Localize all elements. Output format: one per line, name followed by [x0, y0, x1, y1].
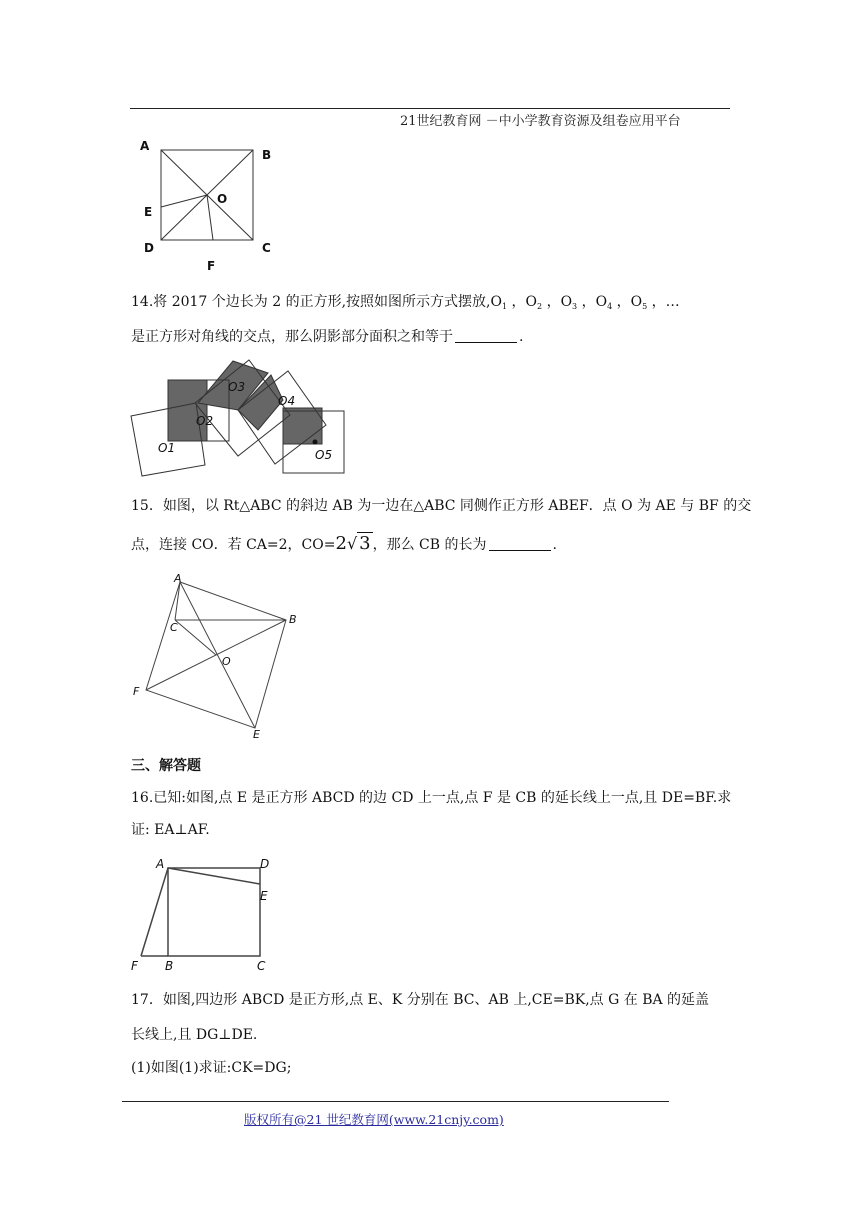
figure-16-square [128, 852, 278, 974]
q15-line1: 15．如图，以 Rt△ABC 的斜边 AB 为一边在△ABC 同侧作正方形 ABEF．点 O 为 AE 与 BF 的交 [131, 498, 752, 514]
fig14-label-o5: O5 [315, 448, 333, 462]
math-sqrt: 2√ 3 [335, 533, 371, 554]
q16-line2: 证: EA⊥AF. [131, 822, 210, 838]
header-rule [130, 108, 730, 109]
fig13-label-c: C [262, 241, 271, 255]
figure-13-square [135, 135, 285, 275]
q14-line1: 14.将 2017 个边长为 2 的正方形,按照如图所示方式摆放$,O_1$ ，$O_2$ ，$O_3$ ，$O_4$ ，$O_5$ ，… [131, 294, 680, 311]
fig15-label-c: C [170, 621, 178, 634]
footer-copyright-link[interactable]: 版权所有@21 世纪教育网(www.21cnjy.com) [244, 1112, 504, 1127]
fig16-label-b: B [165, 959, 174, 973]
fig13-label-f: F [207, 259, 216, 273]
fig16-label-f: F [131, 959, 138, 973]
fig14-label-o3: O3 [228, 380, 246, 394]
fig13-label-b: B [262, 148, 272, 162]
fig14-label-o4: O4 [278, 394, 296, 408]
header-title: 21世纪教育网 －中小学教育资源及组卷应用平台 [400, 114, 681, 129]
fig15-label-f: F [133, 685, 140, 698]
answer-blank[interactable] [489, 538, 551, 551]
answer-blank[interactable] [455, 330, 517, 343]
footer-rule [122, 1101, 669, 1102]
fig13-label-a: A [140, 139, 150, 153]
q17-line2: 长线上,且 DG⊥DE. [131, 1027, 258, 1043]
figure-14-squares [128, 358, 353, 478]
figure-15-square [130, 570, 310, 740]
fig14-label-o2: O2 [196, 414, 214, 428]
fig16-label-d: D [260, 857, 270, 871]
fig13-label-d: D [144, 241, 154, 255]
fig13-label-e: E [144, 205, 153, 219]
q17-line1: 17．如图,四边形 ABCD 是正方形,点 E、K 分别在 BC、AB 上,CE=BK,点 G 在 BA 的延盖 [131, 992, 710, 1008]
fig16-label-a: A [156, 857, 165, 871]
fig16-label-e: E [260, 889, 268, 903]
section-title: 三、解答题 [131, 758, 201, 774]
fig15-label-b: B [289, 613, 297, 626]
fig15-label-e: E [253, 728, 260, 740]
fig14-label-o1: O1 [158, 441, 176, 455]
q16-line1: 16.已知:如图,点 E 是正方形 ABCD 的边 CD 上一点,点 F 是 CB 的延长线上一点,且 DE=BF.求 [131, 790, 732, 806]
q14-line2: 是正方形对角线的交点，那么阴影部分面积之和等于 . [131, 329, 524, 345]
fig15-label-a: A [174, 572, 182, 585]
fig13-label-o: O [217, 192, 228, 206]
q15-line2: 点，连接 CO．若 CA=2，CO=2√ 3 ，那么 CB 的长为 . [131, 533, 557, 554]
fig16-label-c: C [257, 959, 266, 973]
fig15-label-o: O [222, 655, 231, 668]
q17-line3: (1)如图(1)求证:CK=DG; [131, 1060, 292, 1076]
